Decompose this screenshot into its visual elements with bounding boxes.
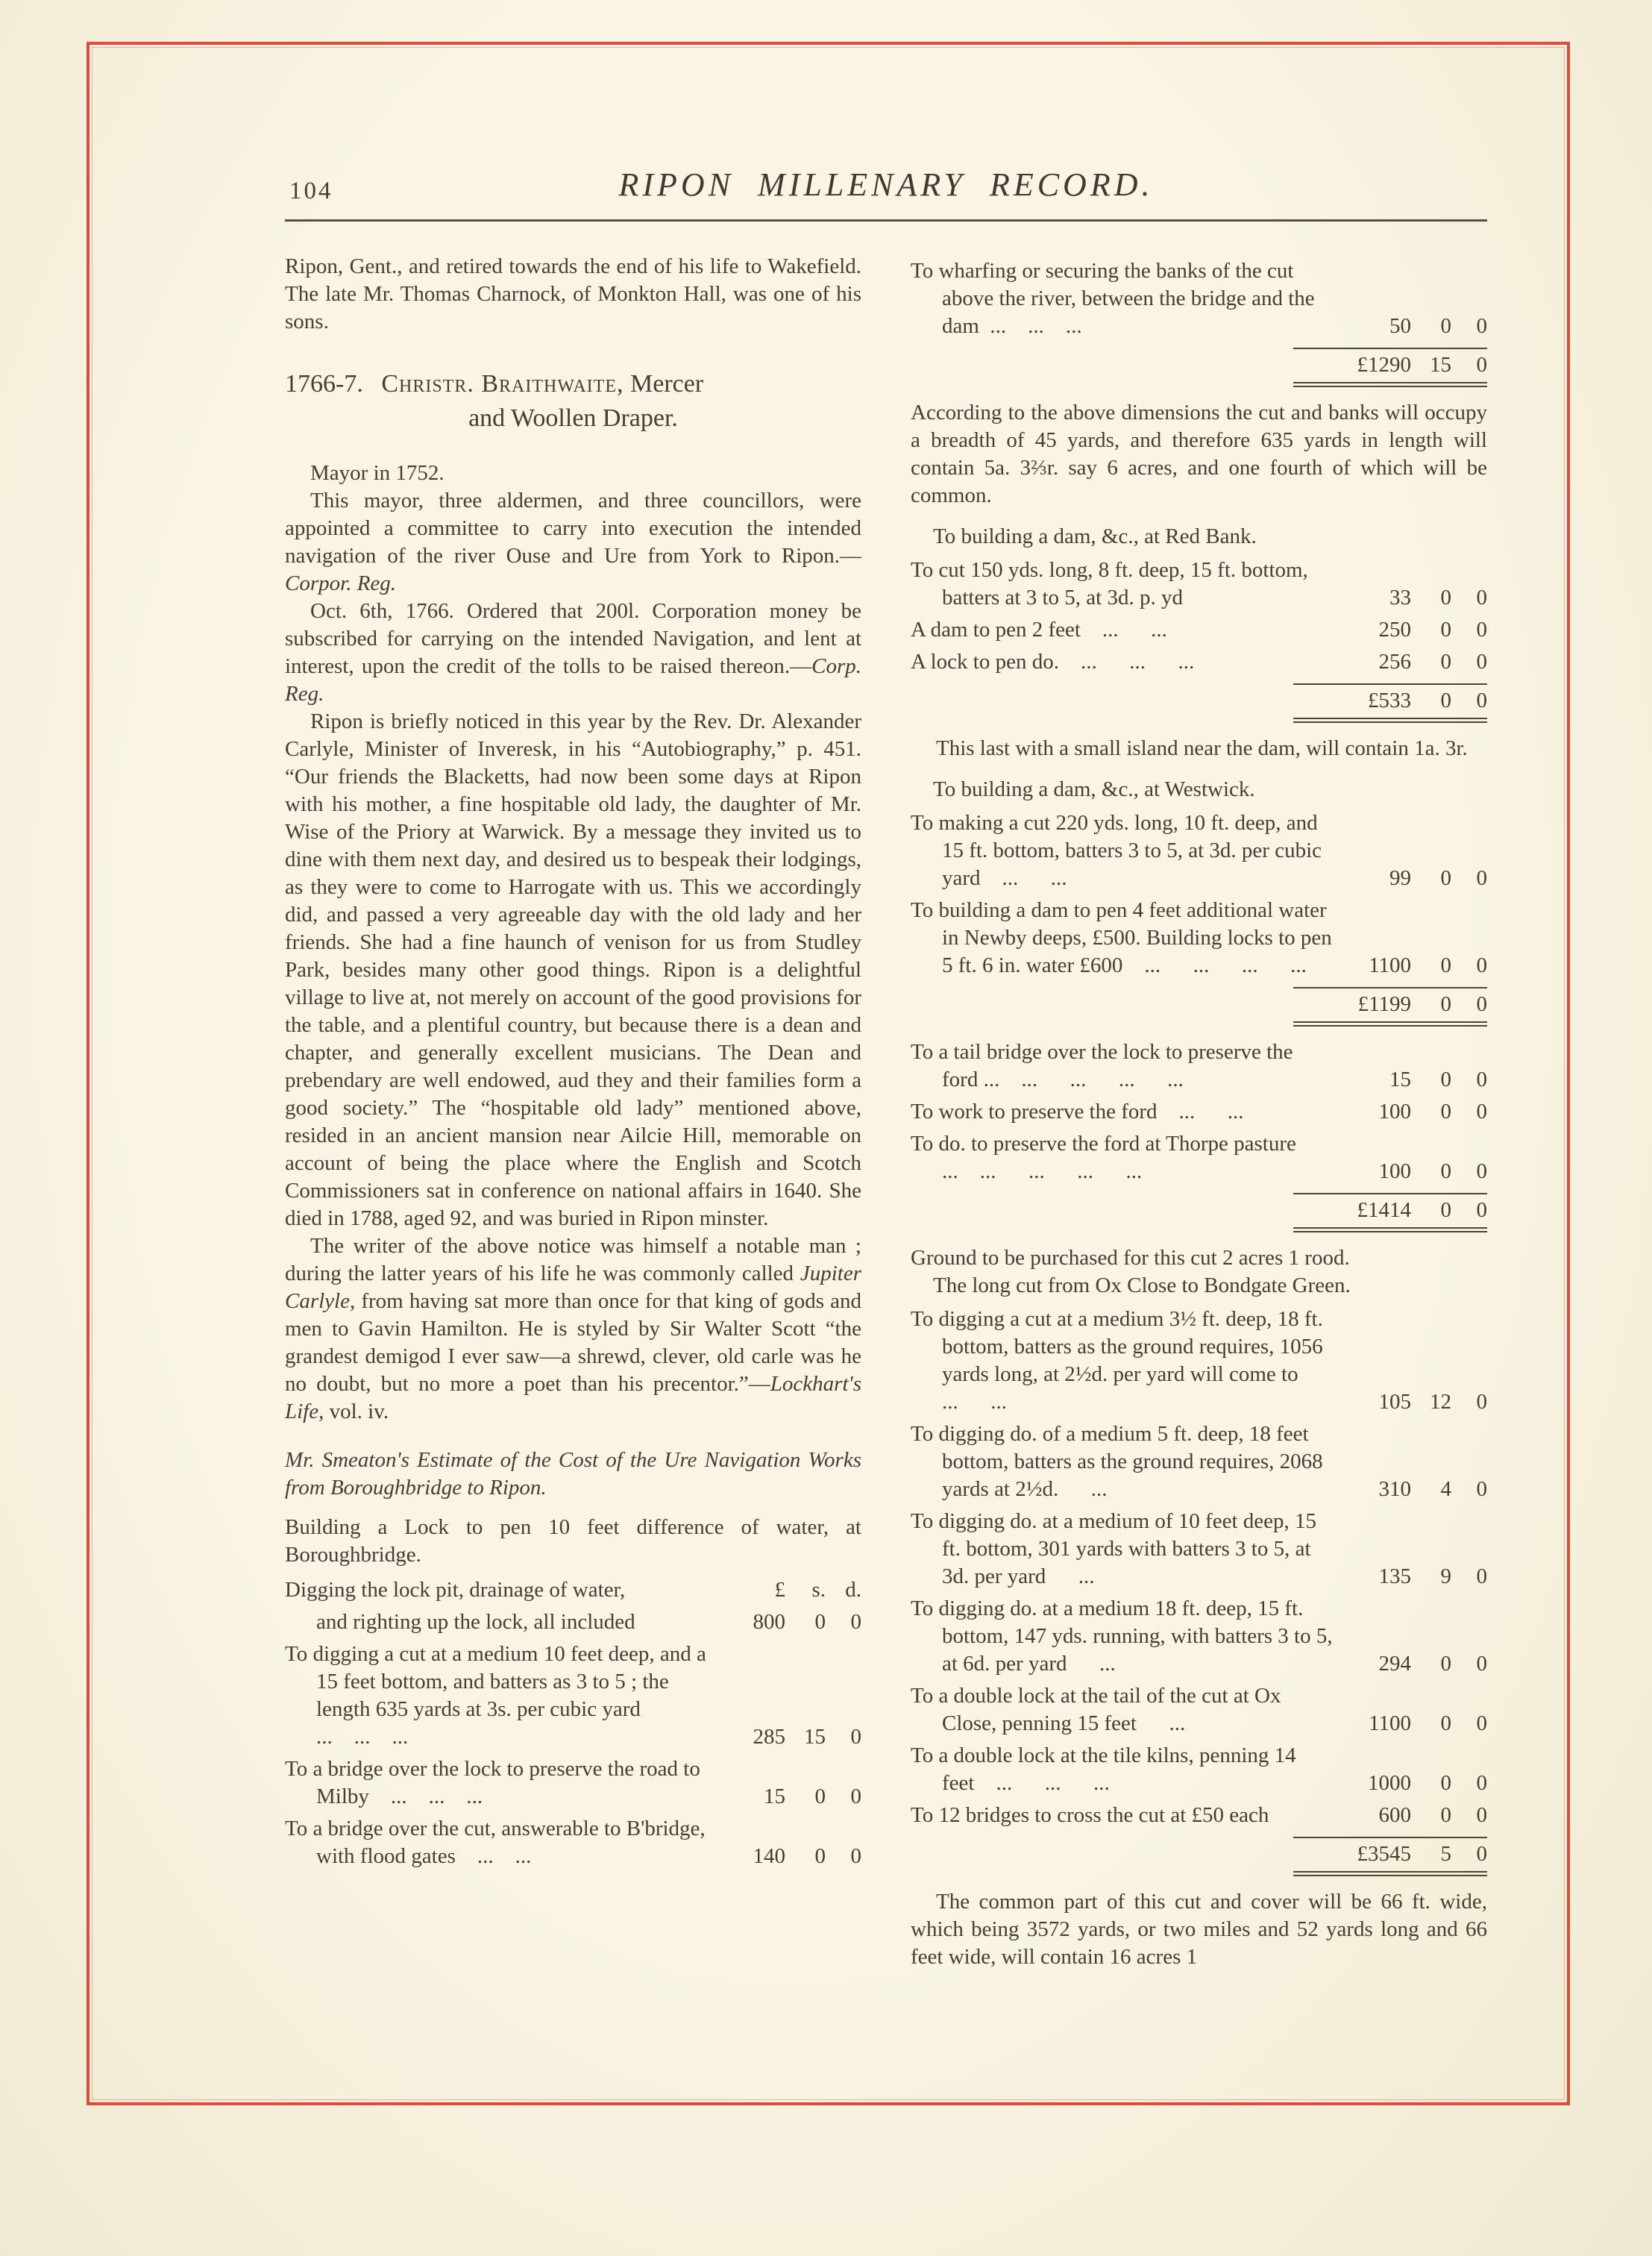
amount-pence: 0 (1476, 1068, 1487, 1091)
ledger-entry-cut-150yds (911, 557, 1487, 612)
amount-pounds: 50 (1389, 314, 1411, 338)
ledger-amount (1339, 1388, 1487, 1416)
running-title: RIPON MILLENARY RECORD. (618, 166, 1154, 203)
amount-pounds: 256 (1378, 650, 1411, 674)
total-shillings: 0 (1440, 689, 1451, 712)
total-ford (911, 1193, 1487, 1232)
paragraph-common-part: The common part of this cut and cover will be 66 ft. wide, which being 3572 yards, or two miles and 52 yards long and 66 feet wide, will contain 16 acres 1 (911, 1890, 1487, 1969)
ledger-amount (714, 1608, 861, 1636)
citation-corp-reg: Corp. Reg. (285, 654, 861, 706)
amount-shillings: 0 (1440, 1711, 1451, 1735)
ledger-entry-text: To do. to preserve the ford at Thorpe pasture ... ... ... ... ... (911, 1132, 1296, 1183)
total-amount-box (1293, 987, 1487, 1027)
ledger-entry-lockpit-line1 (285, 1576, 861, 1604)
amount-pounds: 100 (1378, 1159, 1411, 1183)
ledger-entry-double-lock-tile-kilns (911, 1742, 1487, 1797)
amount-shillings: 0 (1440, 1068, 1451, 1091)
amount-pence: 0 (1476, 953, 1487, 977)
ledger-entry-text: To making a cut 220 yds. long, 10 ft. deep, and 15 ft. bottom, batters 3 to 5, at 3d. per cubic yard ... ... (911, 811, 1322, 890)
ledger-amount (1339, 648, 1487, 676)
ledger-entry-wharfing (911, 257, 1487, 340)
page-number: 104 (289, 178, 333, 204)
amount-shillings: 0 (1440, 618, 1451, 642)
ledger-amount (1339, 1098, 1487, 1126)
ledger-entry-digging-3half (911, 1306, 1487, 1416)
amount-pence: 0 (1476, 1771, 1487, 1795)
total-amount-box (1293, 1837, 1487, 1876)
amount-shillings: 0 (1440, 586, 1451, 610)
ledger-entry-text: To cut 150 yds. long, 8 ft. deep, 15 ft. bottom, batters at 3 to 5, at 3d. p. yd (911, 558, 1308, 610)
heading-year: 1766-7. (285, 370, 363, 398)
subheading-red-bank: To building a dam, &c., at Red Bank. (933, 524, 1257, 548)
ledger-amount (1339, 313, 1487, 340)
amount-pence: 0 (850, 1610, 861, 1634)
ledger-entry-bridge-floodgates (285, 1815, 861, 1870)
paragraph-mayor: Mayor in 1752. (310, 461, 445, 485)
total-westwick (911, 987, 1487, 1027)
ledger-entry-preserve-ford (911, 1098, 1487, 1126)
paragraph-dimensions: According to the above dimensions the cut and banks will occupy a breadth of 45 yards, and therefore 635 yards in length will contain 5a. 3⅔r. say 6 acres, and one fourth of which will be common. (911, 401, 1487, 507)
amount-shillings: 0 (1440, 1803, 1451, 1827)
total-pence: 0 (1476, 689, 1487, 712)
ledger-entry-digging-10ft (911, 1508, 1487, 1591)
paragraph-subscription-text: Oct. 6th, 1766. Ordered that 200l. Corporation money be subscribed for carrying on the intended Navigation, and lent at interest, upon the credit of the tolls to be raised thereon.— (285, 599, 861, 678)
ground-line2: The long cut from Ox Close to Bondgate Green. (933, 1273, 1351, 1297)
ledger-entry-ford-thorpe (911, 1130, 1487, 1185)
pounds-header: £ (774, 1578, 785, 1602)
ledger-amount (714, 1843, 861, 1870)
ledger-entry-cut-220yds (911, 809, 1487, 892)
total-shillings: 15 (1430, 353, 1451, 377)
heading-name: Christr. Braithwaite, (381, 370, 624, 398)
ledger-entry-text: To a double lock at the tail of the cut at Ox Close, penning 15 feet ... (911, 1684, 1281, 1735)
amount-shillings: 0 (1440, 953, 1451, 977)
ledger-amount (1339, 1563, 1487, 1591)
amount-shillings: 12 (1430, 1390, 1451, 1414)
ledger-entry-text: To work to preserve the ford ... ... (911, 1100, 1244, 1124)
amount-shillings: 0 (814, 1785, 826, 1808)
ledger-entry-text: To digging do. at a medium of 10 feet deep, 15 ft. bottom, 301 yards with batters 3 to 5, at 3d. per yard ... (911, 1509, 1317, 1588)
ledger-entry-tail-bridge (911, 1038, 1487, 1094)
ledger-entry-double-lock-oxclose (911, 1682, 1487, 1738)
ledger-entry-dam-pen-2ft (911, 616, 1487, 644)
total-red-bank (911, 683, 1487, 723)
citation-corpor-reg: Corpor. Reg. (285, 571, 397, 595)
amount-pounds: 1100 (1369, 953, 1411, 977)
subheading-westwick: To building a dam, &c., at Westwick. (933, 777, 1255, 801)
amount-pence: 0 (1476, 314, 1487, 338)
ledger-amount (714, 1783, 861, 1811)
total-pence: 0 (1476, 353, 1487, 377)
ledger-entry-text: Digging the lock pit, drainage of water, (285, 1578, 626, 1602)
amount-shillings: 0 (1440, 650, 1451, 674)
amount-pence: 0 (850, 1785, 861, 1808)
amount-pounds: 135 (1378, 1564, 1411, 1588)
ledger-entry-text: To digging a cut at a medium 10 feet deep, and a 15 feet bottom, and batters as 3 to 5 ; the length 635 yards at 3s. per cubic yard ... ... ... (285, 1642, 706, 1749)
amount-pence: 0 (1476, 1652, 1487, 1676)
amount-pounds: 600 (1378, 1803, 1411, 1827)
amount-shillings: 4 (1440, 1477, 1451, 1501)
ledger-amount (1339, 952, 1487, 980)
total-amount-box (1293, 683, 1487, 723)
total-shillings: 5 (1440, 1842, 1451, 1866)
heading-trade: Mercer (630, 370, 704, 398)
jupiter-text-3: , vol. iv. (318, 1400, 389, 1423)
amount-shillings: 0 (1440, 314, 1451, 338)
amount-pence: 0 (1476, 618, 1487, 642)
total-pounds: £1290 (1357, 353, 1411, 377)
amount-pence: 0 (1476, 866, 1487, 890)
amount-shillings: 0 (814, 1844, 826, 1868)
paragraph-charnock: Ripon, Gent., and retired towards the end of his life to Wakefield. The late Mr. Thomas Charnock, of Monkton Hall, was one of his sons. (285, 254, 861, 333)
ground-line1: Ground to be purchased for this cut 2 acres 1 rood. (911, 1246, 1350, 1270)
amount-shillings: 0 (1440, 1771, 1451, 1795)
jupiter-carlyle-italic: Jupiter Carlyle (285, 1262, 861, 1313)
amount-pounds: 100 (1378, 1100, 1411, 1124)
amount-pounds: 33 (1389, 586, 1411, 610)
amount-pounds: 285 (753, 1725, 785, 1749)
total-pounds: £3545 (1357, 1842, 1411, 1866)
ledger-amount (1339, 1066, 1487, 1094)
amount-shillings: 0 (1440, 866, 1451, 890)
amount-shillings: 15 (804, 1725, 826, 1749)
paragraph-subscription (285, 598, 861, 708)
amount-pence: 0 (1476, 1390, 1487, 1414)
amount-pounds: 99 (1389, 866, 1411, 890)
paragraph-jupiter-carlyle (285, 1232, 861, 1426)
paragraph-committee-text: This mayor, three aldermen, and three councillors, were appointed a committee to carry into execution the intended navigation of the river Ouse and Ure from York to Ripon.— (285, 489, 861, 568)
ledger-entry-text: To a bridge over the lock to preserve the road to Milby ... ... ... (285, 1757, 700, 1808)
amount-shillings: 0 (1440, 1159, 1451, 1183)
amount-pounds: 105 (1378, 1390, 1411, 1414)
ledger-entry-text: To digging do. of a medium 5 ft. deep, 18 feet bottom, batters as the ground requires, 2068 yards at 2½d. ... (911, 1422, 1323, 1501)
cost-ledger-long-cut (911, 1306, 1487, 1829)
amount-pounds: 140 (753, 1844, 785, 1868)
paragraph-carlyle-quote: Ripon is briefly noticed in this year by the Rev. Dr. Alexander Carlyle, Minister of Inveresk, in his “Autobiography,” p. 451. “Our friends the Blacketts, had now been some days at Ripon with his mother, a fine hospitable old lady, the daughter of Mr. Wise of the Priory at Warwick. By a message they invited us to dine with them next day, and desired us to bespeak their lodgings, as they were to come to Harrogate with us. This we accordingly did, and passed a very agreeable day with the old lady and her friends. She had a fine haunch of venison for us from Studley Park, besides many other good things. Ripon is a delightful village to live at, not merely on account of the good provisions for the table, and a plentiful country, but because there is a dean and chapter, and generally excellent musicians. The Dean and prebendary are well endowed, aud they and their families form a good society.” The “hospitable old lady” mentioned above, resided in an ancient mansion near Ailcie Hill, memorable on account of being the place where the English and Scotch Commissioners sat in conference on national affairs in 1640. She died in 1788, aged 92, and was buried in Ripon minster. (285, 709, 861, 1230)
paragraph-island: This last with a small island near the dam, will contain 1a. 3r. (936, 736, 1468, 760)
currency-column-header (714, 1576, 861, 1604)
ledger-entry-12-bridges (911, 1802, 1487, 1829)
ledger-entry-text: To wharfing or securing the banks of the cut above the river, between the bridge and the dam ... ... ... (911, 259, 1315, 338)
cost-ledger-boroughbridge (285, 1576, 861, 1870)
amount-pounds: 294 (1378, 1652, 1411, 1676)
header-divider-rule (285, 219, 1487, 222)
ledger-entry-dam-newby (911, 897, 1487, 980)
pence-header: d. (845, 1578, 861, 1602)
amount-pence: 0 (1476, 1159, 1487, 1183)
ledger-entry-text: To building a dam to pen 4 feet additional water in Newby deeps, £500. Building locks to pen 5 ft. 6 in. water £600 ... ... ... ... (911, 898, 1332, 977)
two-column-layout (285, 253, 1487, 1971)
amount-pounds: 1100 (1369, 1711, 1411, 1735)
estimate-heading: Mr. Smeaton's Estimate of the Cost of the Ure Navigation Works from Boroughbridge to Ripon. (285, 1448, 861, 1500)
amount-pence: 0 (1476, 1100, 1487, 1124)
paragraph-committee (285, 487, 861, 598)
page-header (285, 166, 1487, 213)
amount-pounds: 250 (1378, 618, 1411, 642)
amount-pounds: 1000 (1368, 1771, 1411, 1795)
amount-shillings: 0 (814, 1610, 826, 1634)
section-heading-line2: and Woollen Draper. (468, 404, 678, 432)
ledger-entry-lock-pen-do (911, 648, 1487, 676)
amount-pounds: 800 (753, 1610, 785, 1634)
amount-pounds: 310 (1378, 1477, 1411, 1501)
amount-pounds: 15 (1389, 1068, 1411, 1091)
ledger-amount (1339, 1710, 1487, 1738)
lockharts-life-italic: Lockhart's Life (285, 1372, 861, 1423)
total-pounds: £1199 (1357, 992, 1411, 1016)
amount-pence: 0 (1476, 1803, 1487, 1827)
amount-pence: 0 (850, 1844, 861, 1868)
left-column (285, 253, 861, 1971)
amount-shillings: 0 (1440, 1652, 1451, 1676)
amount-pence: 0 (850, 1725, 861, 1749)
total-amount-box (1293, 1193, 1487, 1232)
jupiter-text-2: , from having sat more than once for that king of gods and men to Gavin Hamilton. He is styled by Sir Walter Scott “the grandest demigod I ever saw—a shrewd, clever, old carle was he no doubt, but no more a poet than his precentor.”— (285, 1289, 861, 1396)
total-long-cut (911, 1837, 1487, 1876)
section-heading-line1 (285, 367, 861, 401)
total-boroughbridge (911, 348, 1487, 387)
ledger-entry-text: To 12 bridges to cross the cut at £50 each (911, 1803, 1269, 1827)
amount-pence: 0 (1476, 586, 1487, 610)
total-pence: 0 (1476, 1842, 1487, 1866)
ledger-entry-text: To a tail bridge over the lock to preserve the ford ... ... ... ... ... (911, 1040, 1293, 1091)
right-column (911, 253, 1487, 1971)
ledger-amount (1339, 1802, 1487, 1829)
amount-shillings: 9 (1440, 1564, 1451, 1588)
ledger-entry-text: To a double lock at the tile kilns, penning 14 feet ... ... ... (911, 1743, 1296, 1795)
ledger-entry-lockpit-line2 (285, 1608, 861, 1636)
ledger-entry-text: To digging a cut at a medium 3½ ft. deep, 18 ft. bottom, batters as the ground requires, 1056 yards long, at 2½d. per yard will come to ... ... (911, 1307, 1323, 1414)
ledger-amount (714, 1723, 861, 1751)
ledger-amount (1339, 1476, 1487, 1503)
ledger-amount (1339, 584, 1487, 612)
amount-shillings: 0 (1440, 1100, 1451, 1124)
total-pounds: £1414 (1357, 1198, 1411, 1222)
amount-pounds: 15 (764, 1785, 785, 1808)
ledger-amount (1339, 865, 1487, 892)
total-pence: 0 (1476, 1198, 1487, 1222)
amount-pence: 0 (1476, 1477, 1487, 1501)
paragraph-ground-purchase (911, 1244, 1487, 1300)
ledger-entry-digging-5ft (911, 1420, 1487, 1503)
total-amount-box (1293, 348, 1487, 387)
shillings-header: s. (811, 1578, 826, 1602)
page-content (285, 166, 1487, 1971)
amount-pence: 0 (1476, 1711, 1487, 1735)
section-heading-braithwaite (285, 367, 861, 436)
ledger-amount (1339, 1158, 1487, 1185)
ledger-entry-digging-18ft (911, 1595, 1487, 1678)
ledger-entry-text: and righting up the lock, all included (316, 1610, 635, 1634)
ledger-entry-text: A lock to pen do. ... ... ... (911, 650, 1195, 674)
ledger-entry-digging-cut (285, 1641, 861, 1751)
ledger-amount (1339, 616, 1487, 644)
ledger-entry-bridge-milby (285, 1755, 861, 1811)
amount-pence: 0 (1476, 1564, 1487, 1588)
jupiter-text-1: The writer of the above notice was himself a notable man ; during the latter years of his life he was commonly called (285, 1234, 861, 1285)
ledger-entry-text: To digging do. at a medium 18 ft. deep, 15 ft. bottom, 147 yds. running, with batters 3 to 5, at 6d. per yard ... (911, 1597, 1333, 1676)
ledger-amount (1339, 1770, 1487, 1797)
total-shillings: 0 (1440, 1198, 1451, 1222)
ledger-entry-text: A dam to pen 2 feet ... ... (911, 618, 1167, 642)
total-pence: 0 (1476, 992, 1487, 1016)
total-pounds: £533 (1368, 689, 1411, 712)
ledger-entry-text: To a bridge over the cut, answerable to B'bridge, with flood gates ... ... (285, 1817, 706, 1868)
paragraph-building-lock: Building a Lock to pen 10 feet difference of water, at Boroughbridge. (285, 1515, 861, 1567)
total-shillings: 0 (1440, 992, 1451, 1016)
ledger-amount (1339, 1650, 1487, 1678)
amount-pence: 0 (1476, 650, 1487, 674)
